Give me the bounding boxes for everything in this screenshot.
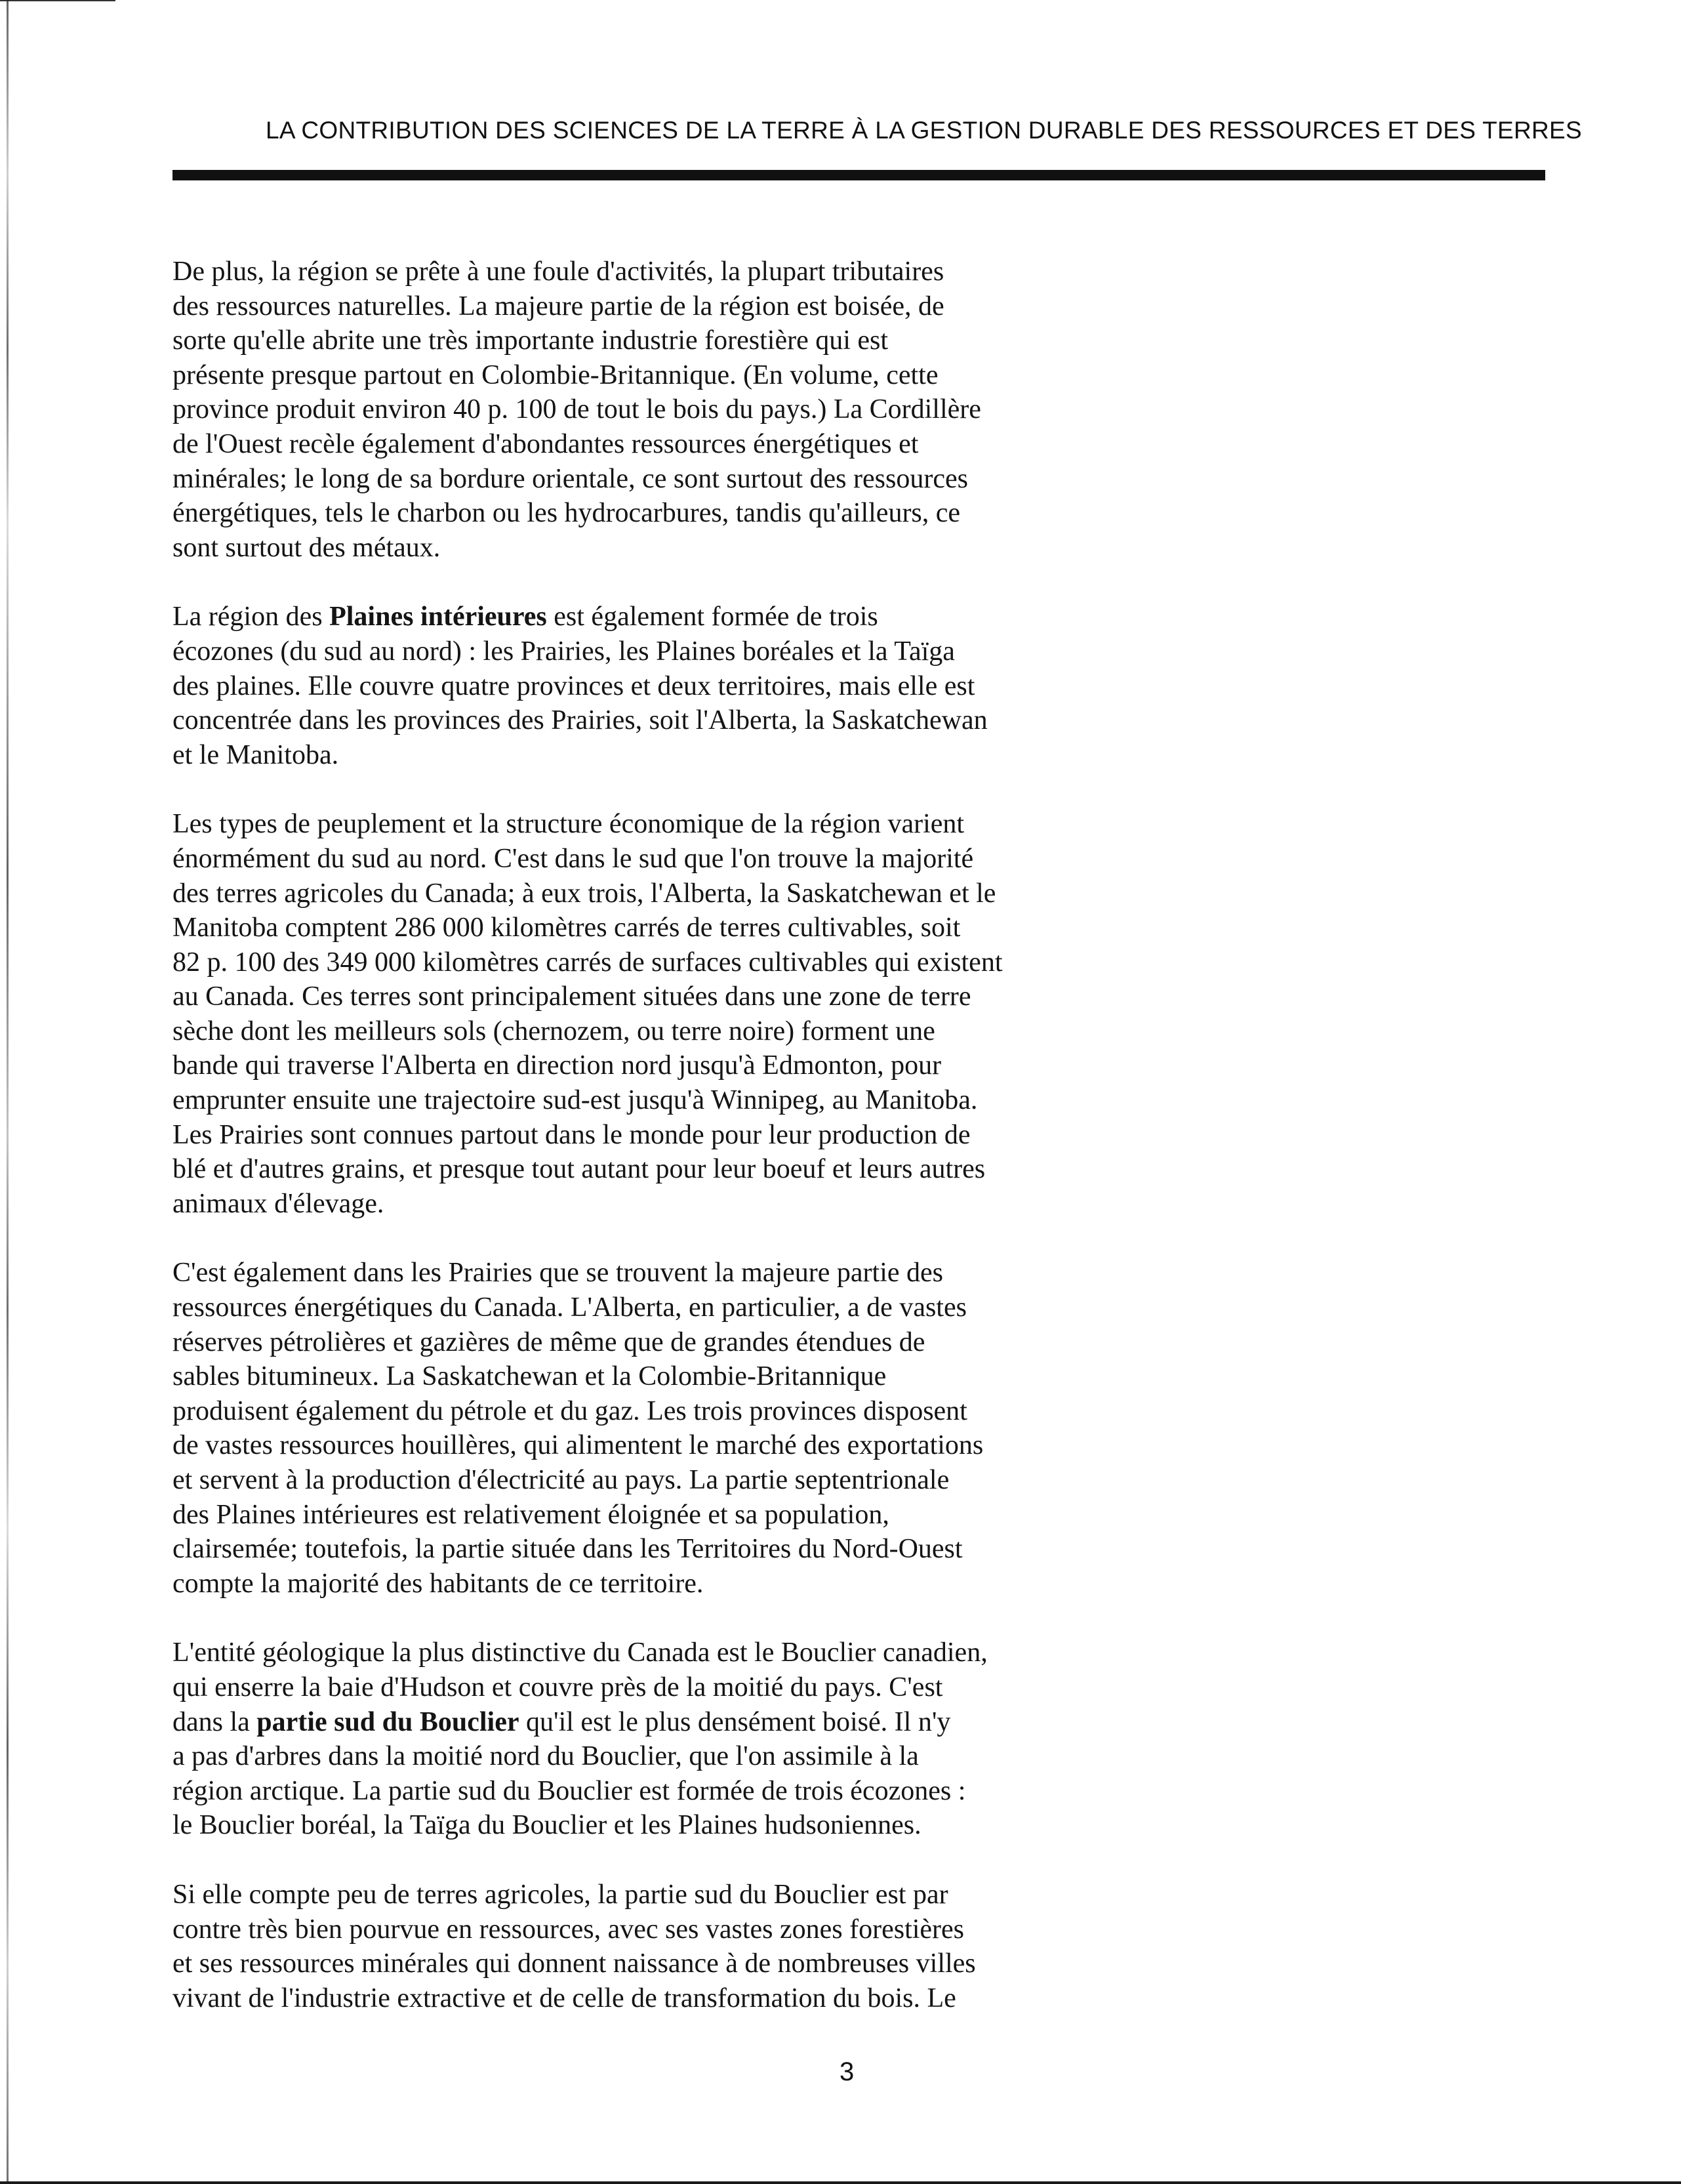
scan-edge-left bbox=[7, 0, 9, 2184]
text-line: Les types de peuplement et la structure économique de la région varient bbox=[172, 809, 965, 840]
paragraph-shield bbox=[172, 1636, 1104, 1843]
text-line: ressources énergétiques du Canada. L'Alberta, en particulier, a de vastes bbox=[172, 1292, 967, 1323]
text-line: au Canada. Ces terres sont principalement situées dans une zone de terre bbox=[172, 981, 971, 1012]
text-line: des plaines. Elle couvre quatre provinces et deux territoires, mais elle est bbox=[172, 670, 975, 701]
text-line: emprunter ensuite une trajectoire sud-est jusqu'à Winnipeg, au Manitoba. bbox=[172, 1085, 978, 1116]
text-line: présente presque partout en Colombie-Britannique. (En volume, cette bbox=[172, 360, 939, 390]
text-line: des Plaines intérieures est relativement éloignée et sa population, bbox=[172, 1499, 889, 1530]
text-run: dans la bbox=[172, 1706, 257, 1737]
text-line: des ressources naturelles. La majeure partie de la région est boisée, de bbox=[172, 291, 944, 321]
text-line: 82 p. 100 des 349 000 kilomètres carrés de surfaces cultivables qui existent bbox=[172, 947, 1003, 978]
text-line: énergétiques, tels le charbon ou les hydrocarbures, tandis qu'ailleurs, ce bbox=[172, 498, 961, 529]
paragraph-interior-plains bbox=[172, 600, 1104, 772]
text-line: Manitoba comptent 286 000 kilomètres carrés de terres cultivables, soit bbox=[172, 913, 961, 943]
text-line: province produit environ 40 p. 100 de tout le bois du pays.) La Cordillère bbox=[172, 394, 981, 425]
text-line: produisent également du pétrole et du gaz. Les trois provinces disposent bbox=[172, 1395, 967, 1426]
text-line: de l'Ouest recèle également d'abondantes ressources énergétiques et bbox=[172, 428, 919, 459]
text-line: de vastes ressources houillères, qui alimentent le marché des exportations bbox=[172, 1430, 984, 1461]
text-line: C'est également dans les Prairies que se trouvent la majeure partie des bbox=[172, 1258, 943, 1288]
text-line: vivant de l'industrie extractive et de celle de transformation du bois. Le bbox=[172, 1983, 956, 2013]
text-line: a pas d'arbres dans la moitié nord du Bouclier, que l'on assimile à la bbox=[172, 1741, 919, 1772]
text-line: L'entité géologique la plus distinctive du Canada est le Bouclier canadien, bbox=[172, 1638, 988, 1668]
text-line: contre très bien pourvue en ressources, avec ses vastes zones forestières bbox=[172, 1914, 965, 1945]
scan-edge-bottom bbox=[0, 2181, 1681, 2184]
text-line: réserves pétrolières et gazières de même que de grandes étendues de bbox=[172, 1327, 925, 1357]
text-run: La région des bbox=[172, 602, 330, 632]
text-line: et servent à la production d'électricité au pays. La partie septentrionale bbox=[172, 1465, 950, 1495]
text-run: qu'il est le plus densément boisé. Il n'y bbox=[519, 1706, 951, 1737]
text-line: région arctique. La partie sud du Bouclier est formée de trois écozones : bbox=[172, 1775, 966, 1806]
text-line: sont surtout des métaux. bbox=[172, 532, 441, 563]
header-rule bbox=[172, 170, 1545, 180]
text-line: De plus, la région se prête à une foule d'activités, la plupart tributaires bbox=[172, 257, 944, 287]
scan-edge-top bbox=[0, 0, 115, 1]
text-line: et ses ressources minérales qui donnent naissance à de nombreuses villes bbox=[172, 1948, 976, 1979]
bold-term: Plaines intérieures bbox=[329, 602, 547, 632]
paragraph-cordillera bbox=[172, 255, 1104, 565]
running-header: LA CONTRIBUTION DES SCIENCES DE LA TERRE À LA GESTION DURABLE DES RESSOURCES ET DES TERRES bbox=[266, 117, 1583, 144]
text-line: Si elle compte peu de terres agricoles, la partie sud du Bouclier est par bbox=[172, 1879, 948, 1910]
text-line: des terres agricoles du Canada; à eux trois, l'Alberta, la Saskatchewan et le bbox=[172, 878, 996, 909]
text-line bbox=[172, 1705, 1104, 1740]
text-line bbox=[172, 600, 1104, 634]
text-line: sables bitumineux. La Saskatchewan et la Colombie-Britannique bbox=[172, 1361, 887, 1392]
paragraph-shield-resources bbox=[172, 1878, 1104, 2015]
text-line: compte la majorité des habitants de ce territoire. bbox=[172, 1568, 704, 1599]
bold-term: partie sud du Bouclier bbox=[256, 1706, 519, 1737]
text-line: et le Manitoba. bbox=[172, 739, 339, 770]
text-line: animaux d'élevage. bbox=[172, 1188, 384, 1219]
text-line: le Bouclier boréal, la Taïga du Bouclier et les Plaines hudsoniennes. bbox=[172, 1810, 922, 1841]
text-line: concentrée dans les provinces des Prairies, soit l'Alberta, la Saskatchewan bbox=[172, 705, 988, 736]
text-line: clairsemée; toutefois, la partie située dans les Territoires du Nord-Ouest bbox=[172, 1534, 963, 1565]
paragraph-energy bbox=[172, 1256, 1104, 1601]
page-body bbox=[172, 255, 1104, 2050]
page-number: 3 bbox=[840, 2057, 855, 2086]
text-line: sèche dont les meilleurs sols (chernozem, ou terre noire) forment une bbox=[172, 1016, 935, 1046]
paragraph-settlement bbox=[172, 807, 1104, 1221]
text-line: blé et d'autres grains, et presque tout autant pour leur boeuf et leurs autres bbox=[172, 1154, 986, 1185]
text-line: Les Prairies sont connues partout dans le monde pour leur production de bbox=[172, 1119, 971, 1150]
text-line: sorte qu'elle abrite une très importante industrie forestière qui est bbox=[172, 325, 889, 356]
text-run: est également formée de trois bbox=[546, 602, 878, 632]
text-line: bande qui traverse l'Alberta en direction nord jusqu'à Edmonton, pour bbox=[172, 1050, 942, 1081]
text-line: énormément du sud au nord. C'est dans le sud que l'on trouve la majorité bbox=[172, 843, 974, 874]
text-line: qui enserre la baie d'Hudson et couvre près de la moitié du pays. C'est bbox=[172, 1672, 943, 1702]
text-line: minérales; le long de sa bordure orientale, ce sont surtout des ressources bbox=[172, 463, 968, 494]
text-line: écozones (du sud au nord) : les Prairies, les Plaines boréales et la Taïga bbox=[172, 636, 955, 667]
